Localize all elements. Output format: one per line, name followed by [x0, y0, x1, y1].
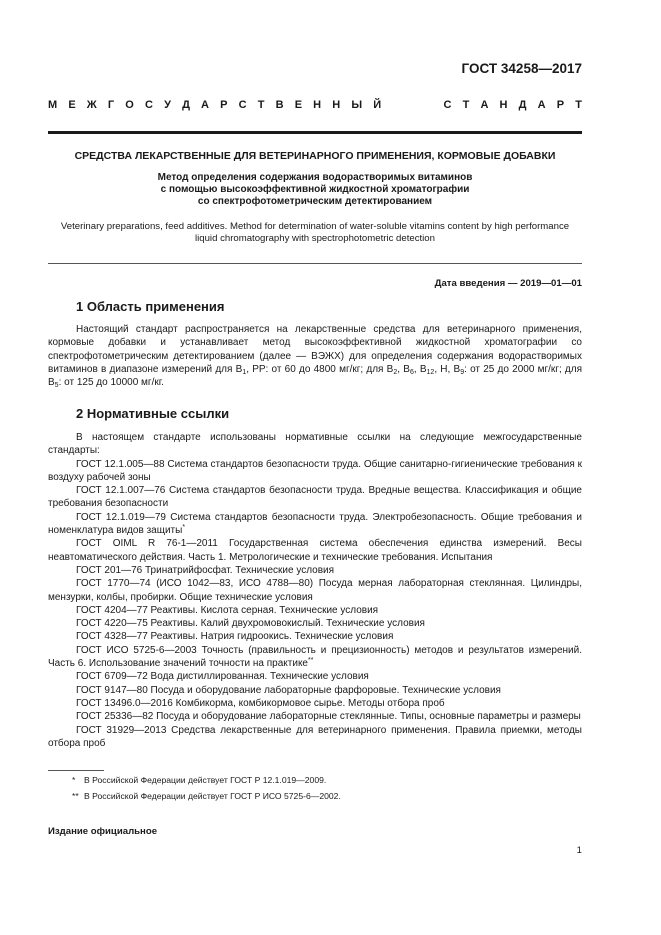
- ref-item: ГОСТ 6709—72 Вода дистиллированная. Технические условия: [76, 671, 369, 683]
- header-word-interstate-letter: А: [201, 99, 209, 111]
- scope-sub-12: 12: [426, 368, 435, 376]
- scope-text-a: Настоящий стандарт распространяется на лекарственные средства для ветеринарного применения, кормовые добавки и устанавливает метод высокоэффективной жидкостной хроматографии со спектрофотометрическим детектированием (далее — ВЭЖХ) для определения содержания водорастворимых витаминов в диапазоне измерений для B: [48, 324, 582, 375]
- header-word-interstate-letter: Т: [257, 99, 265, 111]
- english-title: [30, 221, 600, 245]
- footnote-rule: [48, 770, 104, 771]
- header-word-interstate-letter: С: [144, 99, 153, 111]
- scope-text-g: : от 125 до 10000 мг/кг.: [58, 377, 164, 389]
- sub-title-line-1: Метод определения содержания водорастворимых витаминов: [157, 172, 473, 183]
- ref-item: ГОСТ 4220—75 Реактивы. Калий двухромовокислый. Технические условия: [76, 618, 425, 630]
- header-word-interstate-letter: Е: [68, 99, 76, 111]
- sub-title-line-2: с помощью высокоэффективной жидкостной хроматографии: [160, 184, 470, 195]
- scope-paragraph: [48, 323, 582, 389]
- section-2-text: [48, 431, 582, 750]
- ref-item: ГОСТ 12.1.005—88 Система стандартов безопасности труда. Общие санитарно-гигиенические требования к воздуху рабочей зоны: [48, 458, 582, 483]
- header-word-interstate-letter: Н: [332, 99, 341, 111]
- ref-item: ГОСТ 201—76 Тринатрийфосфат. Технические условия: [76, 564, 335, 576]
- header-word-standard-letter: С: [443, 99, 452, 111]
- header-word-standard-letter: Н: [499, 99, 508, 111]
- header-word-standard-letter: А: [537, 99, 546, 111]
- header-word-standard-letter: А: [480, 99, 489, 111]
- ref-item-text: ГОСТ ИСО 5725-6—2003 Точность (правильность и прецизионность) методов и результатов измерений. Часть 6. Использование значений точности на практике: [48, 644, 582, 670]
- header-word-standard-letter: Д: [518, 99, 527, 111]
- english-title-line-2: liquid chromatography with spectrophotometric detection: [195, 233, 435, 244]
- header-word-gap: [392, 99, 432, 111]
- title-rule: [48, 263, 582, 264]
- header-rule: [48, 131, 582, 134]
- introduction-date: Дата введения — 2019—01—01: [434, 278, 582, 289]
- ref-item-with-footnote-1: [48, 511, 582, 538]
- section-1-heading: 1 Область применения: [76, 299, 225, 314]
- section-2-heading: 2 Нормативные ссылки: [76, 406, 230, 421]
- scope-text-e: , H, B: [434, 363, 461, 375]
- footnote-2-text: В Российской Федерации действует ГОСТ Р ИСО 5725-6—2002.: [84, 791, 341, 801]
- ref-item: ГОСТ 4328—77 Реактивы. Натрия гидроокись. Технические условия: [76, 631, 394, 643]
- header-word-interstate-letter: У: [164, 99, 171, 111]
- header-word-interstate-letter: О: [125, 99, 134, 111]
- header-word-interstate-letter: Д: [182, 99, 190, 111]
- header-word-interstate-letter: Е: [294, 99, 303, 111]
- scope-sub-6: 6: [409, 368, 414, 376]
- scope-sub-9: 9: [460, 368, 465, 376]
- header-word-standard-letter: Т: [462, 99, 470, 111]
- ref-item: ГОСТ 25336—82 Посуда и оборудование лабораторные стеклянные. Типы, основные параметры и размеры: [76, 711, 581, 723]
- header-word-interstate-letter: Р: [220, 99, 228, 111]
- footnote-1-mark: *: [72, 775, 76, 785]
- header-word-interstate-letter: Н: [313, 99, 322, 111]
- header-word-interstate-letter: Г: [107, 99, 115, 111]
- ref-item: ГОСТ 1770—74 (ИСО 1042—83, ИСО 4788—80) Посуда мерная лабораторная стеклянная. Цилиндры, мензурки, колбы, пробирки. Общие технические условия: [48, 578, 582, 603]
- ref-item: ГОСТ OIML R 76-1—2011 Государственная система обеспечения единства измерений. Весы неавтоматического действия. Часть 1. Метрологические и технические требования. Испытания: [48, 538, 582, 563]
- scope-text-b: , PP: от 60 до 4800 мг/кг; для B: [246, 363, 394, 375]
- scope-sub-5: 5: [54, 382, 59, 390]
- header-word-standard-letter: Т: [575, 99, 582, 111]
- header-word-interstate-letter: М: [48, 99, 58, 111]
- footnote-1-text: В Российской Федерации действует ГОСТ Р 12.1.019—2009.: [84, 775, 327, 785]
- ref-item: ГОСТ 13496.0—2016 Комбикорма, комбикормовое сырье. Методы отбора проб: [76, 697, 445, 709]
- scope-text-d: , B: [413, 363, 427, 375]
- header-word-interstate-letter: С: [238, 99, 247, 111]
- main-title: СРЕДСТВА ЛЕКАРСТВЕННЫЕ ДЛЯ ВЕТЕРИНАРНОГО ПРИМЕНЕНИЯ, КОРМОВЫЕ ДОБАВКИ: [74, 150, 556, 162]
- ref-item: ГОСТ 4204—77 Реактивы. Кислота серная. Технические условия: [76, 604, 379, 616]
- sub-title: [48, 172, 582, 208]
- footnote-1: [72, 775, 326, 785]
- footnote-2-mark: **: [72, 791, 79, 801]
- standard-type-header: [48, 99, 582, 111]
- header-word-interstate-letter: В: [275, 99, 284, 111]
- english-title-line-1: Veterinary preparations, feed additives. Method for determination of water-soluble vitamins content by high performance: [60, 221, 570, 232]
- ref-item: В настоящем стандарте использованы нормативные ссылки на следующие межгосударственные стандарты:: [48, 432, 582, 457]
- footnote-ref-2: **: [308, 657, 314, 665]
- scope-sub-2: 2: [393, 368, 398, 376]
- scope-sub-1: 1: [242, 368, 247, 376]
- scope-text-c: , B: [397, 363, 410, 375]
- ref-item: ГОСТ 31929—2013 Средства лекарственные для ветеринарного применения. Правила приемки, методы отбора проб: [48, 724, 582, 749]
- ref-item: ГОСТ 12.1.007—76 Система стандартов безопасности труда. Вредные вещества. Классификация и общие требования безопасности: [48, 485, 582, 510]
- footnote-2: [72, 791, 341, 801]
- official-edition-label: Издание официальное: [48, 826, 158, 837]
- header-word-interstate-letter: Ы: [351, 99, 363, 111]
- standard-number: ГОСТ 34258—2017: [461, 61, 582, 76]
- ref-item-text: ГОСТ 12.1.019—79 Система стандартов безопасности труда. Электробезопасность. Общие требования и номенклатура видов защиты: [48, 511, 582, 537]
- scope-text-f: : от 25 до 2000 мг/кг; для B: [48, 363, 583, 389]
- sub-title-line-3: со спектрофотометрическим детектированием: [197, 196, 433, 207]
- header-word-standard-letter: Р: [556, 99, 565, 111]
- ref-item-with-footnote-2: [48, 644, 582, 671]
- section-1-text: [48, 323, 582, 389]
- header-word-interstate-letter: Й: [373, 99, 382, 111]
- footnote-ref-1: *: [182, 524, 186, 532]
- ref-item: ГОСТ 9147—80 Посуда и оборудование лабораторные фарфоровые. Технические условия: [76, 684, 501, 696]
- header-word-interstate-letter: Ж: [86, 99, 97, 111]
- page-number: 1: [576, 845, 582, 856]
